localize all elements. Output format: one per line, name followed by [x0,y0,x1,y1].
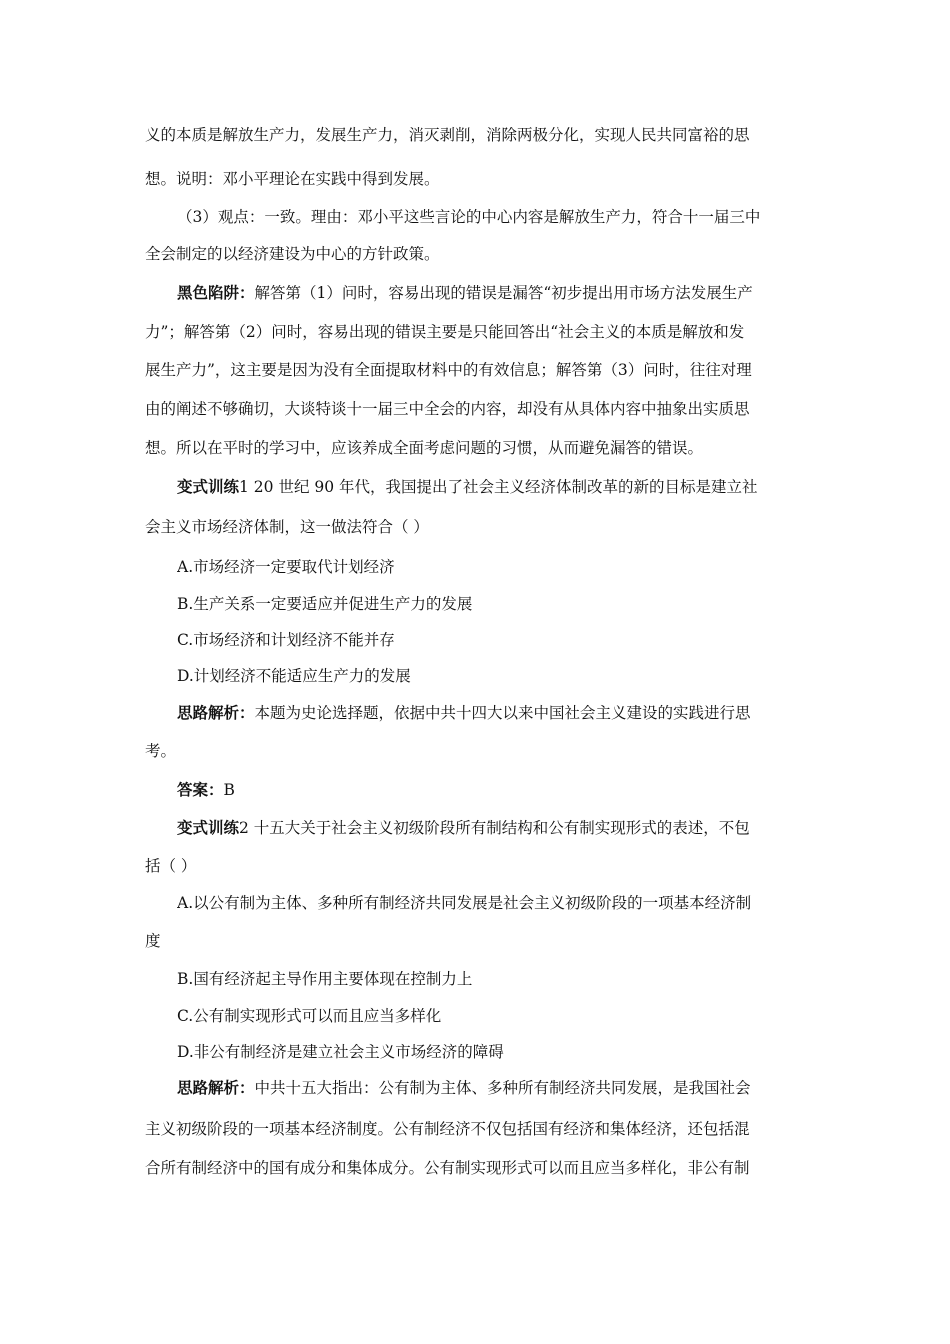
text: 全会制定的以经济建设为中心的方针政策。 [145,245,440,263]
paragraph-line [145,398,810,420]
option-b [177,593,810,615]
trap-label: 黑色陷阱： [177,284,255,302]
paragraph-line [177,206,810,228]
text: 展生产力”，这主要是因为没有全面提取材料中的有效信息；解答第（3）问时，往往对理 [145,361,752,379]
analysis-line [145,1157,810,1179]
option-c [177,1005,810,1027]
option-c [177,629,810,651]
text: 考。 [145,742,177,760]
option-d [177,665,810,687]
text: B [223,781,235,799]
text: A.以公有制为主体、多种所有制经济共同发展是社会主义初级阶段的一项基本经济制 [177,894,752,912]
text: （3）观点：一致。理由：邓小平这些言论的中心内容是解放生产力，符合十一届三中 [177,208,761,226]
analysis-line [177,1077,810,1099]
text: 1 20 世纪 90 年代，我国提出了社会主义经济体制改革的新的目标是建立社 [239,478,758,496]
analysis-label: 思路解析： [177,704,255,722]
question-line [177,476,810,498]
variant-label: 变式训练 [177,478,240,496]
analysis-line [177,702,810,724]
text: 解答第（1）问时，容易出现的错误是漏答“初步提出用市场方法发展生产 [254,284,753,302]
text: 2 十五大关于社会主义初级阶段所有制结构和公有制实现形式的表述，不包 [239,819,750,837]
text: B.生产关系一定要适应并促进生产力的发展 [177,595,473,613]
text: 合所有制经济中的国有成分和集体成分。公有制实现形式可以而且应当多样化，非公有制 [145,1159,750,1177]
question-line [177,817,810,839]
text: 由的阐述不够确切，大谈特谈十一届三中全会的内容，却没有从具体内容中抽象出实质思 [145,400,750,418]
answer-label: 答案： [177,781,224,799]
answer-line [177,779,810,801]
text: 括（ ） [145,857,197,875]
text: 主义初级阶段的一项基本经济制度。公有制经济不仅包括国有经济和集体经济，还包括混 [145,1120,750,1138]
variant-label: 变式训练 [177,819,240,837]
text: 力”；解答第（2）问时，容易出现的错误主要是只能回答出“社会主义的本质是解放和发 [145,323,745,341]
paragraph-line [145,359,810,381]
option-a [177,556,810,578]
text: C.公有制实现形式可以而且应当多样化 [177,1007,442,1025]
text: 中共十五大指出：公有制为主体、多种所有制经济共同发展，是我国社会 [254,1079,751,1097]
question-line [145,516,810,538]
option-a-continued [145,930,810,952]
paragraph-line [145,321,810,343]
text: 会主义市场经济体制，这一做法符合（ ） [145,518,429,536]
analysis-line [145,1118,810,1140]
paragraph-line [145,124,810,146]
text: B.国有经济起主导作用主要体现在控制力上 [177,970,473,988]
paragraph-line [145,243,810,265]
trap-paragraph-line [177,282,810,304]
option-d [177,1041,810,1063]
paragraph-line [145,168,810,190]
option-b [177,968,810,990]
text: 本题为史论选择题，依据中共十四大以来中国社会主义建设的实践进行思 [254,704,751,722]
paragraph-line [145,437,810,459]
text: D.计划经济不能适应生产力的发展 [177,667,411,685]
analysis-line [145,740,810,762]
text: A.市场经济一定要取代计划经济 [177,558,395,576]
text: 想。所以在平时的学习中，应该养成全面考虑问题的习惯，从而避免漏答的错误。 [145,439,704,457]
text: 度 [145,932,161,950]
text: 想。说明：邓小平理论在实践中得到发展。 [145,170,440,188]
text: D.非公有制经济是建立社会主义市场经济的障碍 [177,1043,504,1061]
option-a [177,892,810,914]
question-line [145,855,810,877]
text: 义的本质是解放生产力，发展生产力，消灭剥削，消除两极分化，实现人民共同富裕的思 [145,126,750,144]
analysis-label: 思路解析： [177,1079,255,1097]
text: C.市场经济和计划经济不能并存 [177,631,395,649]
